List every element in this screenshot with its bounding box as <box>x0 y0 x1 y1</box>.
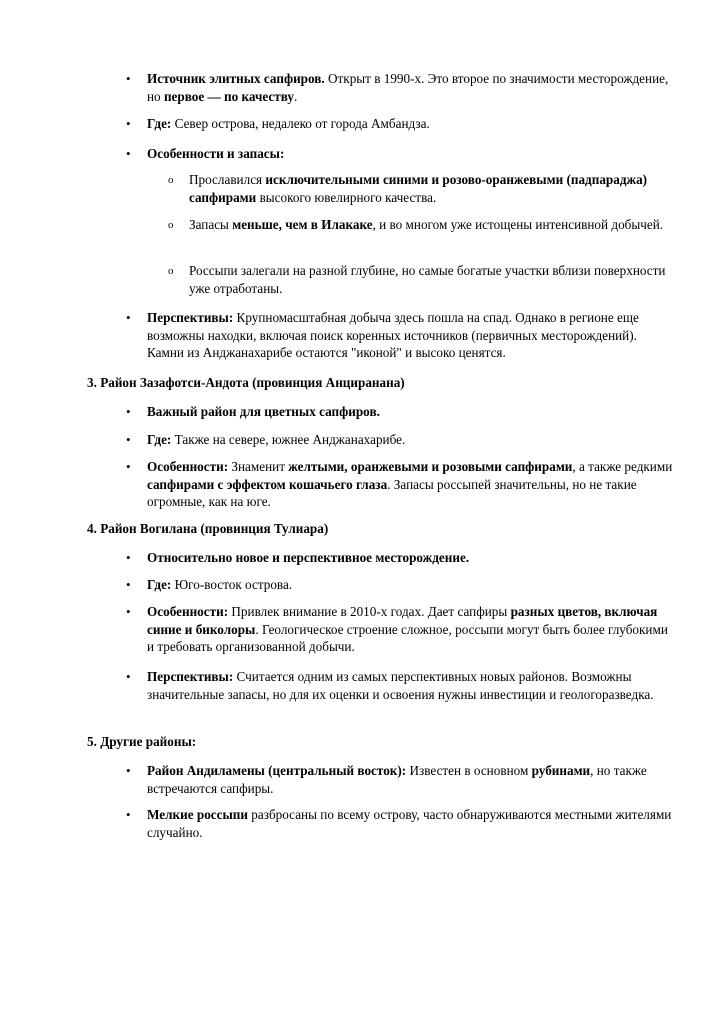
list-item: • Особенности и запасы: <box>126 146 285 161</box>
section-heading: 5. Другие районы: <box>87 734 197 749</box>
list-item: • Важный район для цветных сапфиров. <box>126 404 380 419</box>
item-bold: Источник элитных сапфиров. <box>147 71 325 86</box>
list-item: • Где: Также на севере, южнее Анджанахарибе. <box>126 432 406 447</box>
bullet: • <box>126 432 131 447</box>
list-item: • Особенности: Знаменит желтыми, оранжевыми и розовыми сапфирами, а также редкими сапфирами с эффектом кошачьего глаза. Запасы россыпей значительны, но не такие огромные, как на юге. <box>126 459 673 510</box>
list-item: • Район Андиламены (центральный восток): Известен в основном рубинами, но также встречаются сапфиры. <box>126 763 647 796</box>
bullet: • <box>126 146 131 161</box>
sub-list-item: o Прославился исключительными синими и розово-оранжевыми (падпараджа) сапфирами высокого ювелирного качества. <box>168 172 648 205</box>
bullet: • <box>126 763 131 778</box>
section-heading: 3. Район Зазафотси-Андота (провинция Анциранана) <box>87 375 405 390</box>
bullet: • <box>126 459 131 474</box>
bullet: • <box>126 71 131 86</box>
bullet: • <box>126 604 131 619</box>
bullet: • <box>126 404 131 419</box>
bullet: • <box>126 807 131 822</box>
sub-list-item: o Запасы меньше, чем в Илакаке, и во многом уже истощены интенсивной добычей. <box>189 216 679 234</box>
section-heading: 4. Район Вогилана (провинция Тулиара) <box>87 521 329 536</box>
list-item: • Особенности: Привлек внимание в 2010-х годах. Дает сапфиры разных цветов, включая синие и биколоры. Геологическое строение сложное, россыпи могут быть более глубокими и требовать организованной добычи. <box>126 604 668 655</box>
list-item: • Относительно новое и перспективное месторождение. <box>126 550 470 565</box>
sub-bullet: o <box>168 174 174 186</box>
list-item: • Источник элитных сапфиров. Открыт в 1990-х. Это второе по значимости месторождение, но первое — по качеству. <box>126 71 669 104</box>
bullet: • <box>126 577 131 592</box>
bullet: • <box>126 550 131 565</box>
bullet: • <box>126 669 131 684</box>
list-item: • Где: Север острова, недалеко от города Амбандза. <box>126 116 430 131</box>
list-item: • Где: Юго-восток острова. <box>126 577 293 592</box>
sub-list-item: o Россыпи залегали на разной глубине, но самые богатые участки вблизи поверхности уже отработаны. <box>168 263 666 296</box>
list-item: • Мелкие россыпи разбросаны по всему острову, часто обнаруживаются местными жителями случайно. <box>126 807 672 840</box>
sub-bullet: o <box>168 219 174 231</box>
bullet: • <box>126 116 131 131</box>
list-item: • Перспективы: Считается одним из самых перспективных новых районов. Возможны значительные запасы, но для их оценки и освоения нужны инвестиции и геологоразведка. <box>126 669 654 702</box>
list-item: • Перспективы: Крупномасштабная добыча здесь пошла на спад. Однако в регионе еще возможны находки, включая поиск коренных источников (первичных месторождений). Камни из Анджанахарибе остаются "иконой" и высоко ценятся. <box>126 310 639 361</box>
bullet: • <box>126 310 131 325</box>
sub-bullet: o <box>168 265 174 277</box>
